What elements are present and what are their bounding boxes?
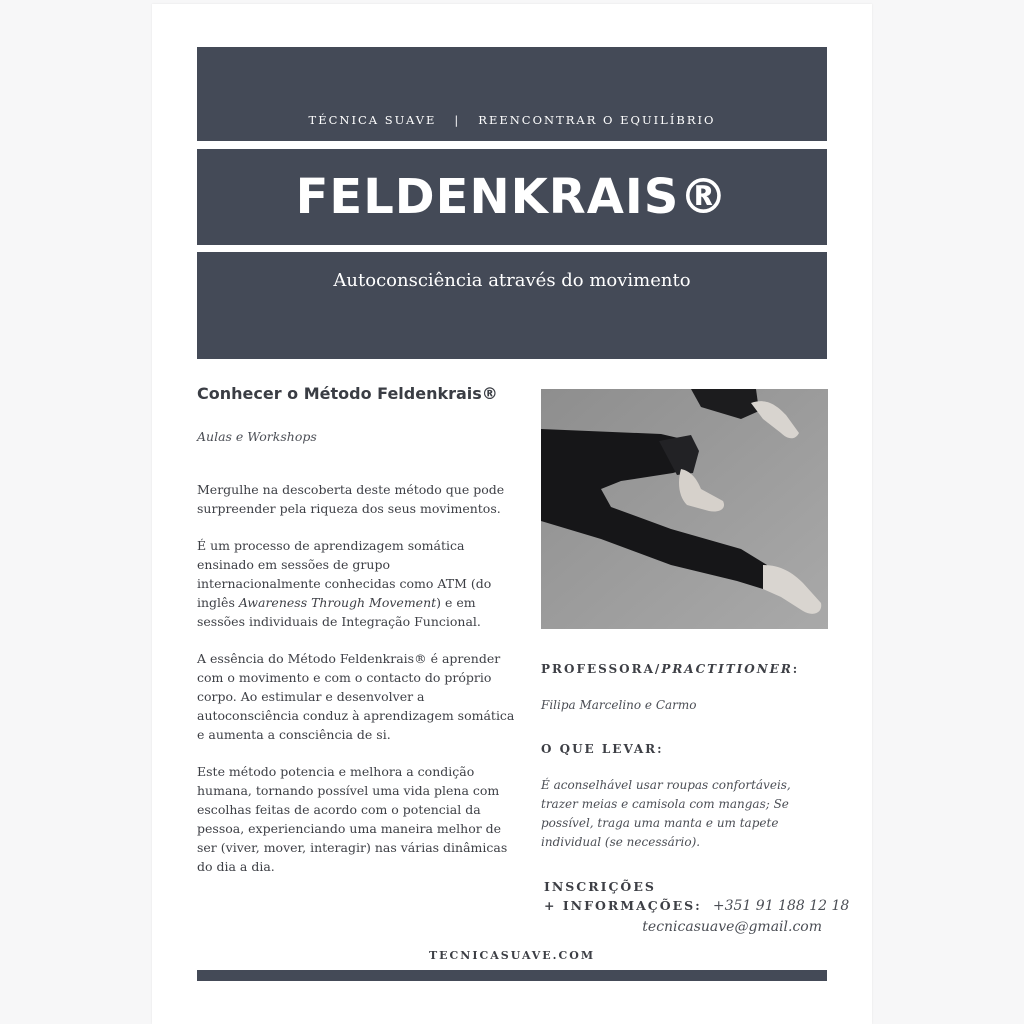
teacher-label (541, 662, 799, 676)
section-subheading: Aulas e Workshops (197, 429, 317, 444)
signup-line-2 (544, 895, 849, 916)
paragraph-process-italic: Awareness Through Movement (238, 595, 437, 610)
header-tagline (309, 113, 716, 127)
flyer-page (152, 4, 872, 1024)
paragraph-benefits: Este método potencia e melhora a condição humana, tornando possível uma vida plena com escolhas feitas de acordo com o potencial da pessoa, experienciando uma maneira melhor de ser (viver, mover, interagir) nas várias dinâmicas do dia a dia. (197, 764, 508, 874)
tagline-separator: | (454, 113, 461, 127)
paragraph-intro: Mergulhe na descoberta deste método que pode surpreender pela riqueza dos seus movimentos. (197, 482, 505, 516)
page-subtitle: Autoconsciência através do movimento (333, 270, 691, 291)
bring-text: É aconselhável usar roupas confortáveis, trazer meias e camisola com mangas; Se possível, traga uma manta e um tapete individual (se necessário). (541, 778, 791, 849)
left-column (197, 384, 517, 894)
paragraph-essence: A essência do Método Feldenkrais® é aprender com o movimento e com o contacto do próprio corpo. Ao estimular e desenvolver a autoconsciência conduz à aprendizagem somática e aumenta a consciência de si. (197, 651, 515, 742)
movement-photo (541, 389, 828, 629)
page-title: FELDENKRAIS® (295, 169, 729, 225)
signup-line-1: INSCRIÇÕES (544, 879, 656, 894)
header-tagline-band (197, 47, 827, 141)
teacher-label-italic: PRACTITIONER (661, 662, 793, 676)
signup-label: + INFORMAÇÕES: (544, 898, 702, 913)
movement-photo-illustration (541, 389, 828, 629)
paragraph-process-b: ) e em sessões individuais de Integração Funcional. (197, 595, 481, 629)
header-subtitle-band (197, 252, 827, 359)
tagline-left: TÉCNICA SUAVE (308, 113, 437, 127)
footer-bar (197, 970, 827, 981)
tagline-right: REENCONTRAR O EQUILÍBRIO (478, 113, 716, 127)
teacher-name: Filipa Marcelino e Carmo (541, 698, 697, 712)
phone-number: +351 91 188 12 18 (712, 898, 850, 914)
teacher-label-colon: : (792, 662, 800, 676)
paragraph-process (197, 536, 517, 631)
header-title-band (197, 149, 827, 245)
section-heading: Conhecer o Método Feldenkrais® (197, 384, 498, 403)
contact-email: tecnicasuave@gmail.com (642, 919, 822, 935)
bring-label: O QUE LEVAR: (541, 742, 664, 756)
footer-website: TECNICASUAVE.COM (428, 949, 595, 962)
paragraph-process-a: É um processo de aprendizagem somática ensinado em sessões de grupo internacionalmente conhecidas como ATM (do inglês (197, 538, 492, 610)
teacher-label-text: PROFESSORA/ (541, 662, 662, 676)
